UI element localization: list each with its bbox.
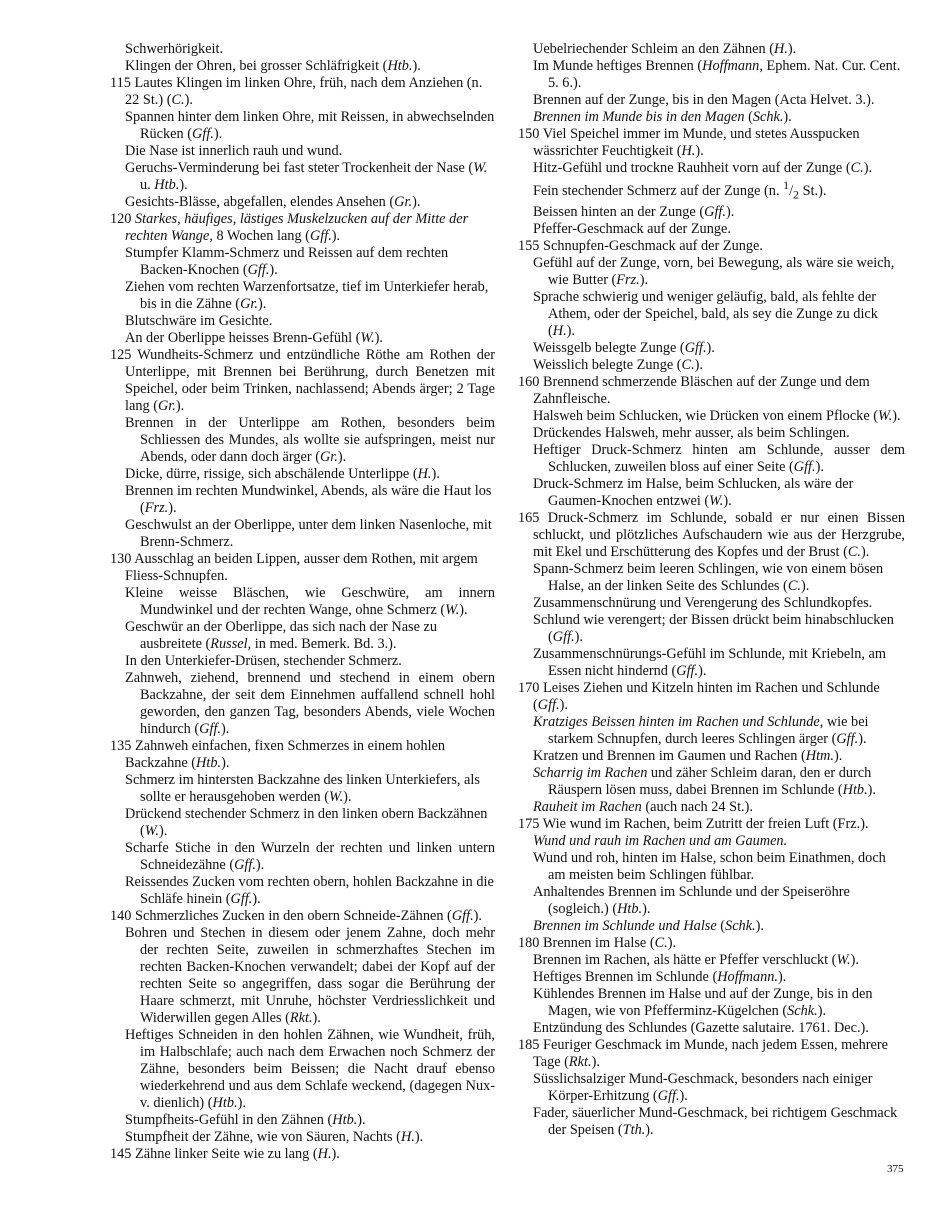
- symptom-entry: Dicke, dürre, rissige, sich abschälende Unterlippe (H.).: [125, 466, 440, 482]
- symptom-entry: 165 Druck-Schmerz im Schlunde, sobald er nur einen Bissen schluckt, und plötzliches Aufschaudern wie aus der Herzgrube, mit Ekel und Erschütterung des Kopfes und der Brust (C.).: [518, 509, 905, 560]
- symptom-entry: Hitz-Gefühl und trockne Rauhheit vorn auf der Zunge (C.).: [533, 160, 873, 176]
- symptom-entry: Bohren und Stechen in diesem oder jenem Zahne, doch mehr der rechten Seite, zuweilen in schmerzhaftes Stechen im rechten Backen-Knochen verwandelt; dabei der Kopf auf der rechten Seite so angegriffen, dass sogar die Berührung der Haare schmerzt, mit Unruhe, höchster Verdriesslichkeit und Widerwillen gegen Alles (Rkt.).: [125, 925, 495, 1026]
- symptom-entry: Fein stechender Schmerz auf der Zunge (n. $^1/_2$ St.).: [533, 178, 827, 202]
- symptom-entry: Kühlendes Brennen im Halse und auf der Zunge, bis in den Magen, wie von Pfefferminz-Kügelchen (Schk.).: [533, 985, 873, 1019]
- symptom-entry: 145 Zähne linker Seite wie zu lang (H.).: [110, 1146, 340, 1162]
- symptom-entry: Heftiger Druck-Schmerz hinten am Schlunde, ausser dem Schlucken, zuweilen bloss auf einer Seite (Gff.).: [533, 441, 905, 475]
- symptom-entry: Schwerhörigkeit.: [125, 41, 224, 57]
- symptom-entry: Kleine weisse Bläschen, wie Geschwüre, am innern Mundwinkel und der rechten Wange, ohne Schmerz (W.).: [125, 585, 495, 618]
- symptom-entry: Brennen im rechten Mundwinkel, Abends, als wäre die Haut los (Frz.).: [125, 483, 492, 516]
- symptom-entry: 115 Lautes Klingen im linken Ohre, früh, nach dem Anziehen (n. 22 St.) (C.).: [110, 75, 483, 108]
- symptom-entry: Geschwulst an der Oberlippe, unter dem linken Nasenloche, mit Brenn-Schmerz.: [125, 517, 492, 550]
- symptom-entry: Heftiges Brennen im Schlunde (Hoffmann.).: [533, 968, 787, 985]
- symptom-entry: Geschwür an der Oberlippe, das sich nach der Nase zu ausbreitete (Russel, in med. Bemerk. Bd. 3.).: [125, 619, 438, 652]
- symptom-entry: Entzündung des Schlundes (Gazette salutaire. 1761. Dec.).: [533, 1019, 869, 1036]
- symptom-entry: Zusammenschnürung und Verengerung des Schlundkopfes.: [533, 594, 873, 611]
- symptom-entry: Fader, säuerlicher Mund-Geschmack, bei richtigem Geschmack der Speisen (Tth.).: [533, 1104, 898, 1138]
- symptom-entry: Im Munde heftiges Brennen (Hoffmann, Ephem. Nat. Cur. Cent. 5. 6.).: [533, 58, 901, 91]
- symptom-entry: Stumpfheit der Zähne, wie von Säuren, Nachts (H.).: [125, 1129, 424, 1145]
- symptom-entry: Gefühl auf der Zunge, vorn, bei Bewegung, als wäre sie weich, wie Butter (Frz.).: [533, 254, 895, 288]
- symptom-entry: Scharfe Stiche in den Wurzeln der rechten und linken untern Schneidezähne (Gff.).: [125, 840, 495, 873]
- symptom-entry: 160 Brennend schmerzende Bläschen auf der Zunge und dem Zahnfleische.: [518, 373, 870, 407]
- symptom-entry: An der Oberlippe heisses Brenn-Gefühl (W.).: [125, 330, 383, 346]
- symptom-entry: Reissendes Zucken vom rechten obern, hohlen Backzahne in die Schläfe hinein (Gff.).: [125, 874, 494, 907]
- right-column: [518, 41, 905, 1139]
- symptom-entry: Brennen auf der Zunge, bis in den Magen (Acta Helvet. 3.).: [533, 92, 875, 108]
- symptom-entry: Schmerz im hintersten Backzahne des linken Unterkiefers, als sollte er herausgehoben werden (W.).: [125, 772, 480, 805]
- symptom-entry: Kratzen und Brennen im Gaumen und Rachen (Htm.).: [533, 747, 843, 764]
- symptom-entry: Stumpfer Klamm-Schmerz und Reissen auf dem rechten Backen-Knochen (Gff.).: [125, 245, 449, 278]
- symptom-entry: 140 Schmerzliches Zucken in den obern Schneide-Zähnen (Gff.).: [110, 908, 483, 924]
- symptom-entry: Zahnweh, ziehend, brennend und stechend in einem obern Backzahne, der seit dem Einnehmen auffallend schnell hohl geworden, den ganzen Tag, besonders Abends, viele Wochen hindurch (Gff.).: [125, 670, 495, 737]
- symptom-entry: Brennen im Rachen, als hätte er Pfeffer verschluckt (W.).: [533, 951, 859, 968]
- symptom-entry: Pfeffer-Geschmack auf der Zunge.: [533, 220, 731, 237]
- symptom-entry: Brennen in der Unterlippe am Rothen, besonders beim Schliessen des Mundes, als wollte sie aufspringen, meist nur Abends, oder dann doch ärger (Gr.).: [125, 415, 495, 465]
- symptom-entry: Spann-Schmerz beim leeren Schlingen, wie von einem bösen Halse, an der linken Seite des Schlundes (C.).: [533, 560, 884, 594]
- symptom-entry: Heftiges Schneiden in den hohlen Zähnen, wie Wundheit, früh, im Halbschlafe; auch nach dem Erwachen noch Schmerz der Zähne, besonders beim Beissen; die Nacht drauf ebenso wiederkehrend und aus dem Schlafe weckend, (dagegen Nux-v. dienlich) (Htb.).: [125, 1027, 495, 1111]
- symptom-entry: Beissen hinten an der Zunge (Gff.).: [533, 203, 735, 220]
- symptom-entry: Sprache schwierig und weniger geläufig, bald, als fehlte der Athem, oder der Speichel, bald, als sey die Zunge zu dick (H.).: [533, 288, 878, 339]
- symptom-entry: Weisslich belegte Zunge (C.).: [533, 356, 703, 373]
- symptom-entry: 150 Viel Speichel immer im Munde, und stetes Ausspucken wässrichter Feuchtigkeit (H.).: [518, 126, 860, 159]
- symptom-entry: 170 Leises Ziehen und Kitzeln hinten im Rachen und Schlunde (Gff.).: [518, 679, 880, 713]
- symptom-entry: Klingen der Ohren, bei grosser Schläfrigkeit (Htb.).: [125, 58, 421, 74]
- symptom-entry: Brennen im Munde bis in den Magen (Schk.).: [533, 109, 792, 125]
- symptom-entry: 120 Starkes, häufiges, lästiges Muskelzucken auf der Mitte der rechten Wange, 8 Wochen lang (Gff.).: [110, 211, 469, 244]
- symptom-entry: Anhaltendes Brennen im Schlunde und der Speiseröhre (sogleich.) (Htb.).: [533, 883, 850, 917]
- symptom-entry: Stumpfheits-Gefühl in den Zähnen (Htb.).: [125, 1112, 366, 1128]
- symptom-entry: Gesichts-Blässe, abgefallen, elendes Ansehen (Gr.).: [125, 194, 421, 210]
- symptom-entry: Scharrig im Rachen und zäher Schleim daran, den er durch Räuspern lösen muss, dabei Brennen im Schlunde (Htb.).: [533, 764, 876, 798]
- symptom-entry: Rauheit im Rachen (auch nach 24 St.).: [533, 798, 753, 815]
- symptom-entry: Druck-Schmerz im Halse, beim Schlucken, als wäre der Gaumen-Knochen entzwei (W.).: [533, 475, 854, 509]
- symptom-entry: 185 Feuriger Geschmack im Munde, nach jedem Essen, mehrere Tage (Rkt.).: [518, 1036, 889, 1070]
- symptom-entry: Uebelriechender Schleim an den Zähnen (H.).: [533, 41, 797, 57]
- symptom-entry: Zusammenschnürungs-Gefühl im Schlunde, mit Kriebeln, am Essen nicht hindernd (Gff.).: [533, 645, 886, 679]
- symptom-entry: Drückend stechender Schmerz in den linken obern Backzähnen (W.).: [125, 806, 488, 839]
- symptom-entry: Weissgelb belegte Zunge (Gff.).: [533, 339, 715, 356]
- symptom-entry: Süsslichsalziger Mund-Geschmack, besonders nach einiger Körper-Erhitzung (Gff.).: [533, 1070, 873, 1104]
- symptom-entry: Wund und roh, hinten im Halse, schon beim Einathmen, doch am meisten beim Schlingen fühlbar.: [533, 849, 886, 883]
- page-number: 375: [887, 1163, 904, 1175]
- symptom-entry: 130 Ausschlag an beiden Lippen, ausser dem Rothen, mit argem Fliess-Schnupfen.: [110, 551, 478, 584]
- symptom-entry: 180 Brennen im Halse (C.).: [518, 934, 677, 951]
- symptom-entry: 125 Wundheits-Schmerz und entzündliche Röthe am Rothen der Unterlippe, mit Brennen bei Berührung, durch Benetzen mit Speichel, oder beim Trinken, nachlassend; Abends ärger; 2 Tage lang (Gr.).: [110, 347, 495, 414]
- symptom-entry: Geruchs-Verminderung bei fast steter Trockenheit der Nase (W. u. Htb.).: [125, 160, 488, 193]
- symptom-entry: Halsweh beim Schlucken, wie Drücken von einem Pflocke (W.).: [533, 407, 901, 424]
- symptom-entry: 175 Wie wund im Rachen, beim Zutritt der freien Luft (Frz.).: [518, 815, 869, 832]
- symptom-entry: Drückendes Halsweh, mehr ausser, als beim Schlingen.: [533, 424, 850, 441]
- symptom-entry: Die Nase ist innerlich rauh und wund.: [125, 143, 343, 159]
- symptom-entry: Schlund wie verengert; der Bissen drückt beim hinabschlucken (Gff.).: [533, 611, 894, 645]
- symptom-entry: Spannen hinter dem linken Ohre, mit Reissen, in abwechselnden Rücken (Gff.).: [125, 109, 495, 142]
- symptom-entry: Kratziges Beissen hinten im Rachen und Schlunde, wie bei starkem Schnupfen, durch leeres Schlingen ärger (Gff.).: [533, 713, 869, 747]
- left-column: [110, 41, 495, 1163]
- symptom-entry: Ziehen vom rechten Warzenfortsatze, tief im Unterkiefer herab, bis in die Zähne (Gr.).: [125, 279, 489, 312]
- symptom-entry: Brennen im Schlunde und Halse (Schk.).: [533, 917, 764, 934]
- symptom-entry: In den Unterkiefer-Drüsen, stechender Schmerz.: [125, 653, 402, 669]
- symptom-entry: 135 Zahnweh einfachen, fixen Schmerzes in einem hohlen Backzahne (Htb.).: [110, 738, 446, 771]
- symptom-entry: 155 Schnupfen-Geschmack auf der Zunge.: [518, 237, 763, 254]
- symptom-entry: Blutschwäre im Gesichte.: [125, 313, 273, 329]
- symptom-entry: Wund und rauh im Rachen und am Gaumen.: [533, 832, 788, 849]
